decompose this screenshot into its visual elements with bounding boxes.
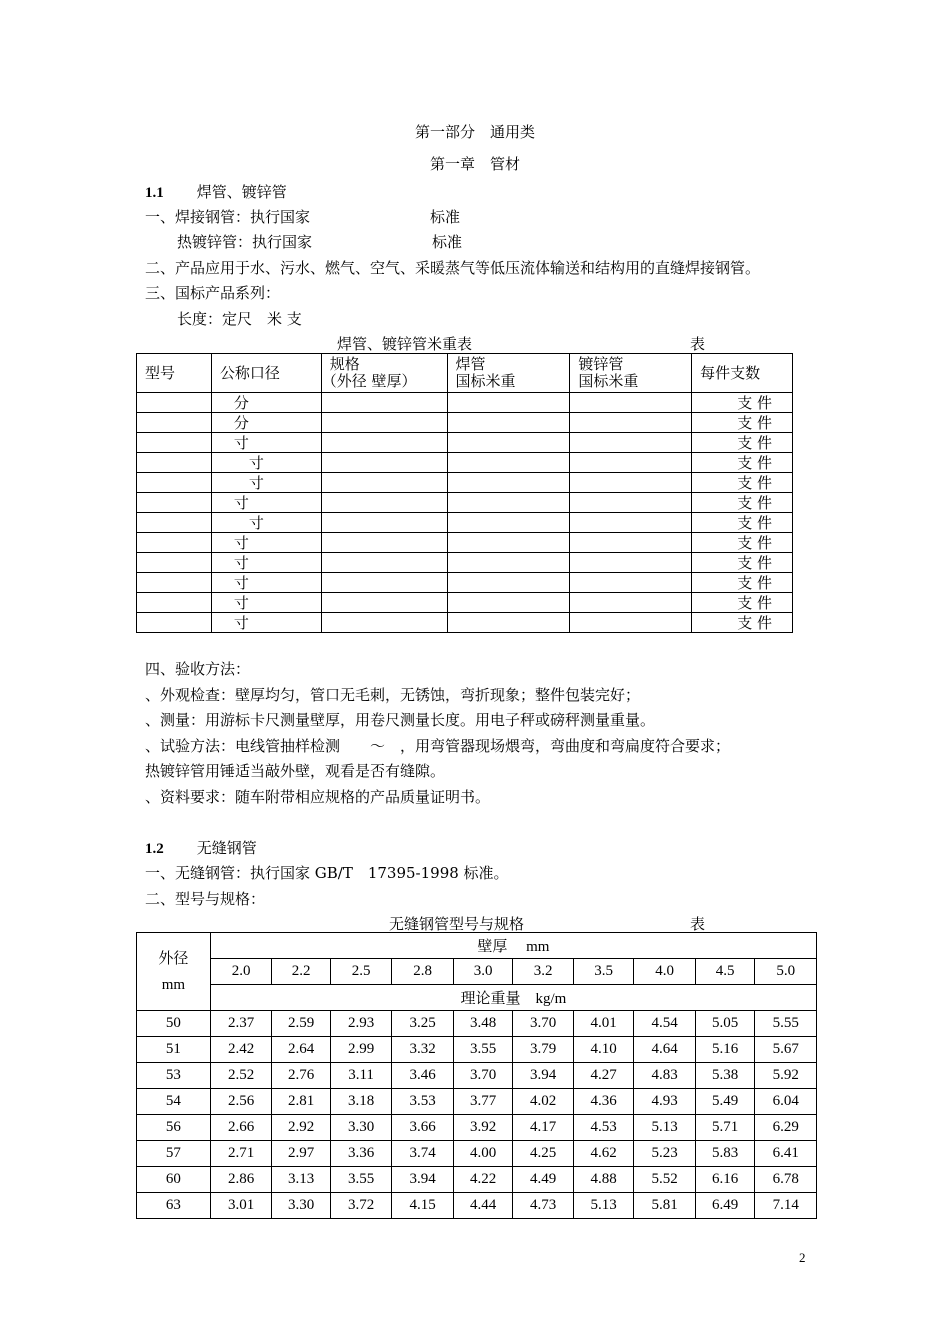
cell-weight: 5.38 bbox=[695, 1063, 754, 1089]
length-text: 长度：定尺 米 支 bbox=[177, 310, 302, 328]
cell-weight: 3.53 bbox=[392, 1089, 454, 1115]
cell-weld-weight bbox=[447, 613, 570, 633]
cell-model bbox=[137, 513, 212, 533]
seamless-table-label: 表 bbox=[690, 915, 706, 933]
cell-weld-weight bbox=[447, 513, 570, 533]
cell-model bbox=[137, 493, 212, 513]
thickness-cell: 2.0 bbox=[210, 959, 272, 985]
cell-caliber: 寸 bbox=[211, 493, 321, 513]
header-weld-line2: 国标米重 bbox=[455, 372, 516, 390]
cell-weight: 3.11 bbox=[330, 1063, 392, 1089]
header-weld-weight bbox=[447, 354, 570, 393]
cell-weight: 2.64 bbox=[272, 1037, 330, 1063]
cell-weight: 3.70 bbox=[453, 1063, 512, 1089]
cell-weight: 3.46 bbox=[392, 1063, 454, 1089]
cell-model bbox=[137, 533, 212, 553]
section-heading-1-2 bbox=[145, 837, 257, 858]
cell-weight: 3.66 bbox=[392, 1115, 454, 1141]
cell-weight: 2.66 bbox=[210, 1115, 272, 1141]
cell-weight: 5.52 bbox=[634, 1167, 696, 1193]
thickness-cell: 5.0 bbox=[755, 959, 817, 985]
cell-weight: 4.53 bbox=[573, 1115, 634, 1141]
header-caliber: 公称口径 bbox=[211, 354, 321, 393]
cell-weight: 5.83 bbox=[695, 1141, 754, 1167]
cell-outer-diameter: 50 bbox=[137, 1011, 211, 1037]
table-row bbox=[137, 493, 793, 513]
cell-weight: 2.81 bbox=[272, 1089, 330, 1115]
cell-galv-weight bbox=[570, 533, 692, 553]
header-galv-weight bbox=[570, 354, 692, 393]
section-number: 1.1 bbox=[145, 185, 164, 201]
cell-weight: 4.01 bbox=[573, 1011, 634, 1037]
cell-outer-diameter: 56 bbox=[137, 1115, 211, 1141]
od-label: 外径 bbox=[158, 950, 189, 967]
cell-spec bbox=[321, 473, 447, 493]
thickness-header: 壁厚 mm bbox=[210, 933, 816, 959]
cell-count: 支 件 bbox=[692, 513, 793, 533]
cell-model bbox=[137, 453, 212, 473]
cell-weight: 3.25 bbox=[392, 1011, 454, 1037]
cell-outer-diameter: 60 bbox=[137, 1167, 211, 1193]
table-row bbox=[137, 393, 793, 413]
table-row bbox=[137, 433, 793, 453]
cell-weight: 4.83 bbox=[634, 1063, 696, 1089]
weld-table-label: 表 bbox=[690, 335, 706, 353]
cell-spec bbox=[321, 593, 447, 613]
cell-weight: 5.92 bbox=[755, 1063, 817, 1089]
table-row bbox=[137, 1141, 817, 1167]
cell-weight: 3.36 bbox=[330, 1141, 392, 1167]
cell-galv-weight bbox=[570, 553, 692, 573]
cell-weight: 3.74 bbox=[392, 1141, 454, 1167]
cell-galv-weight bbox=[570, 433, 692, 453]
cell-weight: 4.36 bbox=[573, 1089, 634, 1115]
cell-galv-weight bbox=[570, 593, 692, 613]
cell-weight: 4.62 bbox=[573, 1141, 634, 1167]
cell-outer-diameter: 54 bbox=[137, 1089, 211, 1115]
part-title: 第一部分 通用类 bbox=[414, 123, 535, 141]
cell-outer-diameter: 51 bbox=[137, 1037, 211, 1063]
section-title: 无缝钢管 bbox=[196, 839, 257, 857]
cell-weight: 6.04 bbox=[755, 1089, 817, 1115]
cell-weight: 6.41 bbox=[755, 1141, 817, 1167]
cell-spec bbox=[321, 453, 447, 473]
cell-caliber: 分 bbox=[211, 413, 321, 433]
table-row bbox=[137, 473, 793, 493]
cell-spec bbox=[321, 493, 447, 513]
cell-weld-weight bbox=[447, 573, 570, 593]
cell-caliber: 寸 bbox=[211, 433, 321, 453]
cell-weight: 2.93 bbox=[330, 1011, 392, 1037]
cell-weld-weight bbox=[447, 533, 570, 553]
cell-weld-weight bbox=[447, 553, 570, 573]
cell-galv-weight bbox=[570, 473, 692, 493]
cell-outer-diameter: 63 bbox=[137, 1193, 211, 1219]
cell-galv-weight bbox=[570, 413, 692, 433]
thickness-title-row bbox=[137, 933, 817, 959]
cell-weight: 2.52 bbox=[210, 1063, 272, 1089]
cell-spec bbox=[321, 413, 447, 433]
cell-weight: 4.15 bbox=[392, 1193, 454, 1219]
cell-weight: 2.92 bbox=[272, 1115, 330, 1141]
thickness-cell: 3.0 bbox=[453, 959, 512, 985]
section-heading-1-1 bbox=[145, 181, 287, 202]
cell-weight: 3.72 bbox=[330, 1193, 392, 1219]
cell-spec bbox=[321, 533, 447, 553]
cell-galv-weight bbox=[570, 493, 692, 513]
cell-count: 支 件 bbox=[692, 553, 793, 573]
cell-weight: 3.70 bbox=[513, 1011, 574, 1037]
cell-galv-weight bbox=[570, 573, 692, 593]
cell-weld-weight bbox=[447, 453, 570, 473]
cell-weight: 6.16 bbox=[695, 1167, 754, 1193]
cell-weight: 5.16 bbox=[695, 1037, 754, 1063]
header-galv-line1: 镀锌管 bbox=[578, 355, 624, 373]
cell-weight: 5.13 bbox=[634, 1115, 696, 1141]
cell-caliber: 寸 bbox=[211, 553, 321, 573]
cell-outer-diameter: 57 bbox=[137, 1141, 211, 1167]
cell-weight: 3.48 bbox=[453, 1011, 512, 1037]
cell-count: 支 件 bbox=[692, 433, 793, 453]
table-row bbox=[137, 1193, 817, 1219]
thickness-cell: 2.5 bbox=[330, 959, 392, 985]
cell-weight: 2.97 bbox=[272, 1141, 330, 1167]
table-row bbox=[137, 593, 793, 613]
cell-spec bbox=[321, 573, 447, 593]
acceptance-item-3: 、试验方法：电线管抽样检测 ～ ，用弯管器现场煨弯，弯曲度和弯扁度符合要求； bbox=[145, 737, 731, 755]
cell-weight: 4.02 bbox=[513, 1089, 574, 1115]
cell-caliber: 寸 bbox=[211, 473, 321, 493]
weld-table-caption: 焊管、镀锌管米重表 bbox=[337, 335, 473, 353]
cell-count: 支 件 bbox=[692, 493, 793, 513]
cell-weight: 3.18 bbox=[330, 1089, 392, 1115]
cell-weight: 4.25 bbox=[513, 1141, 574, 1167]
chapter-title: 第一章 管材 bbox=[429, 155, 520, 173]
cell-weight: 5.55 bbox=[755, 1011, 817, 1037]
cell-weld-weight bbox=[447, 593, 570, 613]
cell-count: 支 件 bbox=[692, 613, 793, 633]
cell-weight: 3.30 bbox=[330, 1115, 392, 1141]
cell-spec bbox=[321, 433, 447, 453]
table-row bbox=[137, 1011, 817, 1037]
header-spec bbox=[321, 354, 447, 393]
cell-count: 支 件 bbox=[692, 413, 793, 433]
header-spec-line2: （外径 壁厚） bbox=[321, 372, 417, 390]
header-spec-line1: 规格 bbox=[329, 355, 360, 373]
cell-model bbox=[137, 413, 212, 433]
header-model: 型号 bbox=[137, 354, 212, 393]
thickness-cell: 3.2 bbox=[513, 959, 574, 985]
cell-weld-weight bbox=[447, 433, 570, 453]
section-title: 焊管、镀锌管 bbox=[196, 183, 287, 201]
table-row bbox=[137, 413, 793, 433]
model-spec-heading: 二、型号与规格： bbox=[145, 890, 266, 908]
cell-weight: 2.42 bbox=[210, 1037, 272, 1063]
cell-weight: 2.86 bbox=[210, 1167, 272, 1193]
cell-model bbox=[137, 593, 212, 613]
cell-weight: 4.49 bbox=[513, 1167, 574, 1193]
header-weld-line1: 焊管 bbox=[455, 355, 486, 373]
cell-weld-weight bbox=[447, 493, 570, 513]
cell-weight: 3.01 bbox=[210, 1193, 272, 1219]
cell-weight: 4.44 bbox=[453, 1193, 512, 1219]
cell-galv-weight bbox=[570, 393, 692, 413]
cell-model bbox=[137, 393, 212, 413]
cell-count: 支 件 bbox=[692, 453, 793, 473]
cell-weight: 3.55 bbox=[453, 1037, 512, 1063]
cell-weight: 4.73 bbox=[513, 1193, 574, 1219]
cell-weight: 5.49 bbox=[695, 1089, 754, 1115]
od-unit: mm bbox=[161, 976, 186, 993]
cell-weight: 5.13 bbox=[573, 1193, 634, 1219]
cell-weight: 5.23 bbox=[634, 1141, 696, 1167]
cell-weight: 3.30 bbox=[272, 1193, 330, 1219]
cell-spec bbox=[321, 393, 447, 413]
cell-count: 支 件 bbox=[692, 593, 793, 613]
seamless-pipe-spec-table bbox=[136, 932, 817, 1219]
table-row bbox=[137, 553, 793, 573]
table-header-row bbox=[137, 354, 793, 393]
weight-header: 理论重量 kg/m bbox=[210, 985, 816, 1011]
cell-weight: 3.79 bbox=[513, 1037, 574, 1063]
product-series-heading: 三、国标产品系列： bbox=[145, 284, 281, 302]
cell-weight: 4.54 bbox=[634, 1011, 696, 1037]
thickness-cell: 3.5 bbox=[573, 959, 634, 985]
cell-model bbox=[137, 553, 212, 573]
cell-weight: 3.55 bbox=[330, 1167, 392, 1193]
seamless-table-caption: 无缝钢管型号与规格 bbox=[389, 915, 525, 933]
cell-weight: 3.77 bbox=[453, 1089, 512, 1115]
cell-weight: 3.92 bbox=[453, 1115, 512, 1141]
weld-pipe-weight-table bbox=[136, 353, 793, 633]
section-number: 1.2 bbox=[145, 841, 164, 857]
cell-weight: 3.32 bbox=[392, 1037, 454, 1063]
cell-weight: 4.27 bbox=[573, 1063, 634, 1089]
cell-galv-weight bbox=[570, 613, 692, 633]
cell-outer-diameter: 53 bbox=[137, 1063, 211, 1089]
cell-weight: 3.13 bbox=[272, 1167, 330, 1193]
cell-weight: 4.22 bbox=[453, 1167, 512, 1193]
cell-weld-weight bbox=[447, 413, 570, 433]
cell-galv-weight bbox=[570, 513, 692, 533]
table-row bbox=[137, 613, 793, 633]
cell-model bbox=[137, 433, 212, 453]
cell-weight: 5.05 bbox=[695, 1011, 754, 1037]
cell-weight: 3.94 bbox=[513, 1063, 574, 1089]
cell-weight: 2.76 bbox=[272, 1063, 330, 1089]
cell-weight: 6.29 bbox=[755, 1115, 817, 1141]
cell-weight: 6.49 bbox=[695, 1193, 754, 1219]
galvanized-pipe-standard: 热镀锌管：执行国家 标准 bbox=[177, 233, 463, 251]
cell-weight: 2.71 bbox=[210, 1141, 272, 1167]
cell-model bbox=[137, 573, 212, 593]
cell-weight: 5.67 bbox=[755, 1037, 817, 1063]
cell-weight: 4.88 bbox=[573, 1167, 634, 1193]
application-text: 二、产品应用于水、污水、燃气、空气、采暖蒸气等低压流体输送和结构用的直缝焊接钢管。 bbox=[145, 259, 761, 277]
thickness-cell: 2.2 bbox=[272, 959, 330, 985]
header-count: 每件支数 bbox=[692, 354, 793, 393]
cell-weight: 5.71 bbox=[695, 1115, 754, 1141]
page-number: 2 bbox=[799, 1250, 806, 1265]
cell-weight: 3.94 bbox=[392, 1167, 454, 1193]
cell-weight: 7.14 bbox=[755, 1193, 817, 1219]
cell-caliber: 分 bbox=[211, 393, 321, 413]
cell-count: 支 件 bbox=[692, 473, 793, 493]
cell-caliber: 寸 bbox=[211, 593, 321, 613]
cell-caliber: 寸 bbox=[211, 453, 321, 473]
table-row bbox=[137, 1037, 817, 1063]
cell-weight: 6.78 bbox=[755, 1167, 817, 1193]
cell-weight: 4.10 bbox=[573, 1037, 634, 1063]
header-galv-line2: 国标米重 bbox=[578, 372, 639, 390]
cell-weight: 4.17 bbox=[513, 1115, 574, 1141]
cell-spec bbox=[321, 553, 447, 573]
cell-model bbox=[137, 613, 212, 633]
cell-weight: 2.99 bbox=[330, 1037, 392, 1063]
cell-weight: 4.00 bbox=[453, 1141, 512, 1167]
cell-spec bbox=[321, 513, 447, 533]
cell-weight: 2.37 bbox=[210, 1011, 272, 1037]
seamless-standard: 一、无缝钢管：执行国家 GB/T 17395-1998 标准。 bbox=[145, 864, 509, 882]
thickness-values-row bbox=[137, 959, 817, 985]
weight-title-row bbox=[137, 985, 817, 1011]
table-row bbox=[137, 1167, 817, 1193]
cell-weld-weight bbox=[447, 393, 570, 413]
acceptance-item-3-continued: 热镀锌管用锤适当敲外壁，观看是否有缝隙。 bbox=[145, 762, 446, 780]
outer-diameter-header bbox=[137, 933, 211, 1011]
table-row bbox=[137, 513, 793, 533]
cell-weight: 4.64 bbox=[634, 1037, 696, 1063]
cell-count: 支 件 bbox=[692, 573, 793, 593]
acceptance-item-1: 、外观检查：壁厚均匀，管口无毛刺，无锈蚀，弯折现象；整件包装完好； bbox=[145, 686, 641, 704]
cell-caliber: 寸 bbox=[211, 613, 321, 633]
cell-caliber: 寸 bbox=[211, 573, 321, 593]
acceptance-item-4: 、资料要求：随车附带相应规格的产品质量证明书。 bbox=[145, 788, 491, 806]
acceptance-item-2: 、测量：用游标卡尺测量壁厚，用卷尺测量长度。用电子秤或磅秤测量重量。 bbox=[145, 711, 656, 729]
cell-weight: 4.93 bbox=[634, 1089, 696, 1115]
cell-weight: 5.81 bbox=[634, 1193, 696, 1219]
cell-caliber: 寸 bbox=[211, 513, 321, 533]
thickness-cell: 4.5 bbox=[695, 959, 754, 985]
table-row bbox=[137, 1089, 817, 1115]
table-row bbox=[137, 1115, 817, 1141]
cell-weld-weight bbox=[447, 473, 570, 493]
table-row bbox=[137, 573, 793, 593]
thickness-cell: 2.8 bbox=[392, 959, 454, 985]
table-row bbox=[137, 1063, 817, 1089]
table-row bbox=[137, 533, 793, 553]
cell-count: 支 件 bbox=[692, 533, 793, 553]
cell-model bbox=[137, 473, 212, 493]
acceptance-heading: 四、验收方法： bbox=[145, 660, 251, 678]
cell-caliber: 寸 bbox=[211, 533, 321, 553]
cell-spec bbox=[321, 613, 447, 633]
cell-galv-weight bbox=[570, 453, 692, 473]
cell-weight: 2.56 bbox=[210, 1089, 272, 1115]
thickness-cell: 4.0 bbox=[634, 959, 696, 985]
welded-pipe-standard: 一、焊接钢管：执行国家 标准 bbox=[145, 208, 461, 226]
cell-weight: 2.59 bbox=[272, 1011, 330, 1037]
table-row bbox=[137, 453, 793, 473]
cell-count: 支 件 bbox=[692, 393, 793, 413]
